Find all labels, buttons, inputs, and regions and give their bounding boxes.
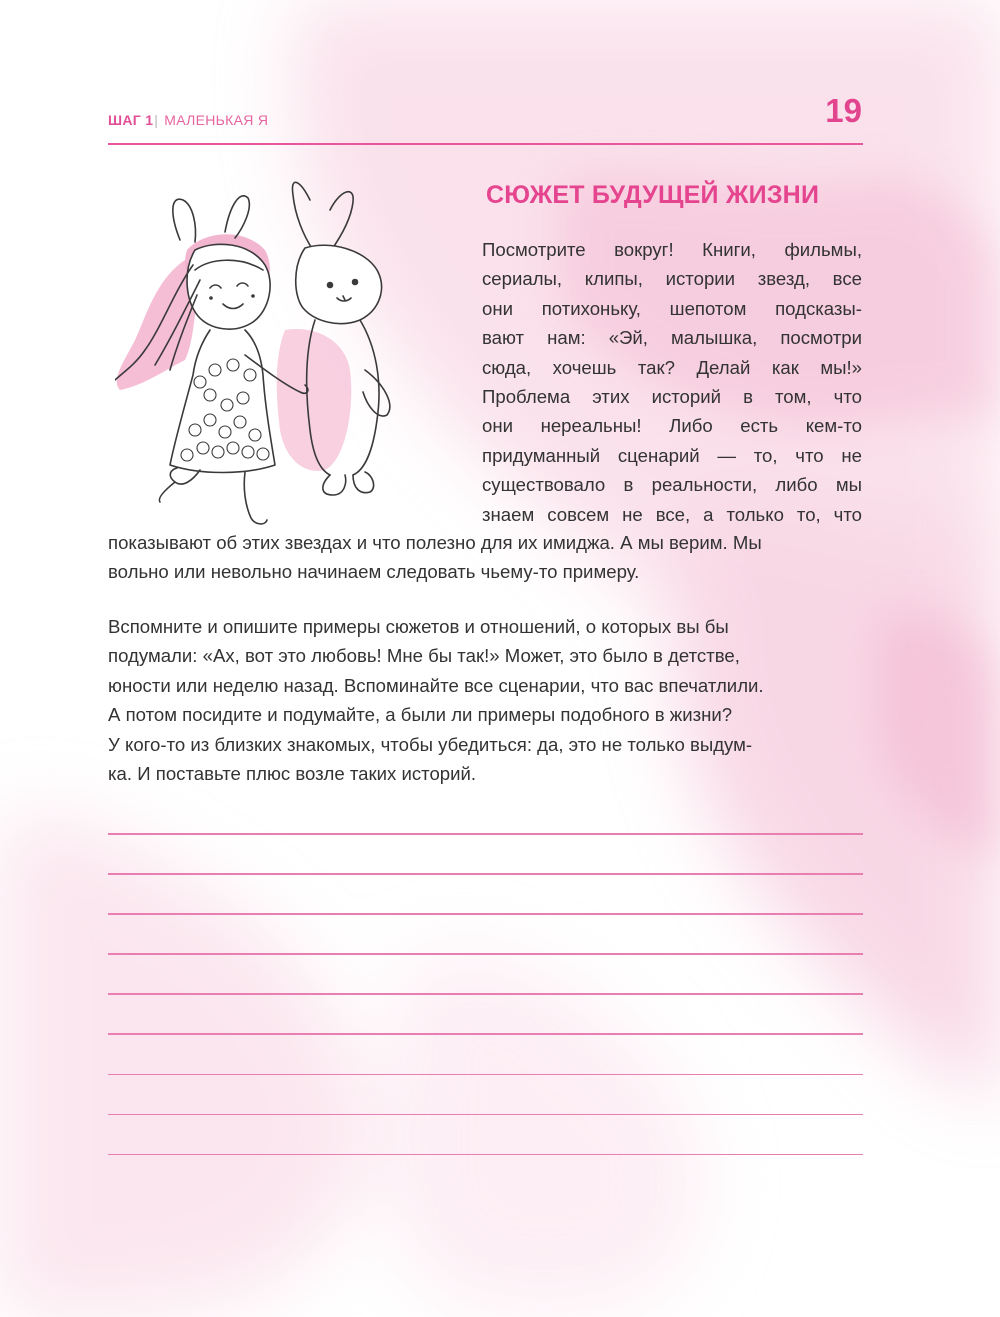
writing-line[interactable] — [108, 1074, 863, 1076]
text-line: сериалы, клипы, истории звезд, все — [482, 268, 862, 290]
text-line: придуманный сценарий — то, что не — [482, 444, 862, 466]
chapter-label: МАЛЕНЬКАЯ Я — [164, 112, 269, 128]
text-line: знаем совсем не все, а только то, что — [482, 503, 862, 525]
text-line: показывают об этих звездах и что полезно для их имиджа. А мы верим. Мы — [108, 532, 762, 553]
text-line: подумали: «Ах, вот это любовь! Мне бы так!» Может, это было в детстве, — [108, 645, 740, 667]
intro-paragraph-wrapped — [482, 235, 862, 529]
text-line: они нереальны! Либо есть кем-то — [482, 415, 862, 437]
writing-line[interactable] — [108, 1114, 863, 1116]
writing-line[interactable] — [108, 953, 863, 955]
writing-area[interactable] — [108, 833, 863, 1194]
writing-line[interactable] — [108, 873, 863, 875]
writing-line[interactable] — [108, 833, 863, 835]
text-line: А потом посидите и подумайте, а были ли примеры подобного в жизни? — [108, 704, 733, 726]
exercise-paragraph — [108, 612, 863, 788]
page-title: СЮЖЕТ БУДУЩЕЙ ЖИЗНИ — [486, 181, 820, 209]
text-line: Вспомните и опишите примеры сюжетов и отношений, о которых вы бы — [108, 616, 729, 637]
header-separator: | — [154, 112, 159, 128]
header-rule — [108, 143, 863, 145]
page-number: 19 — [825, 92, 862, 129]
writing-line[interactable] — [108, 913, 863, 915]
girl-with-bunny-illustration — [115, 170, 415, 530]
text-line: юности или неделю назад. Вспоминайте все сценарии, что вас впечатлили. — [108, 674, 764, 696]
text-line: сюда, хочешь так? Делай как мы!» — [482, 356, 862, 378]
text-line: вольно или невольно начинаем следовать чьему-то примеру. — [108, 561, 640, 583]
text-line: вают нам: «Эй, малышка, посмотри — [482, 327, 862, 349]
writing-line[interactable] — [108, 993, 863, 995]
text-line: Проблема этих историй в том, что — [482, 386, 862, 408]
text-line: ка. И поставьте плюс возле таких историй. — [108, 763, 477, 785]
text-line: существовало в реальности, либо мы — [482, 474, 862, 496]
text-line: они потихоньку, шепотом подсказы- — [482, 297, 862, 319]
text-line: У кого-то из близких знакомых, чтобы убедиться: да, это не только выдум- — [108, 733, 753, 755]
bunny-ear-left — [292, 182, 313, 250]
writing-line[interactable] — [108, 1154, 863, 1156]
step-label: ШАГ 1 — [108, 112, 154, 128]
intro-paragraph-continued — [108, 528, 863, 587]
writing-line[interactable] — [108, 1033, 863, 1035]
running-header — [108, 112, 268, 128]
text-line: Посмотрите вокруг! Книги, фильмы, — [482, 239, 862, 260]
